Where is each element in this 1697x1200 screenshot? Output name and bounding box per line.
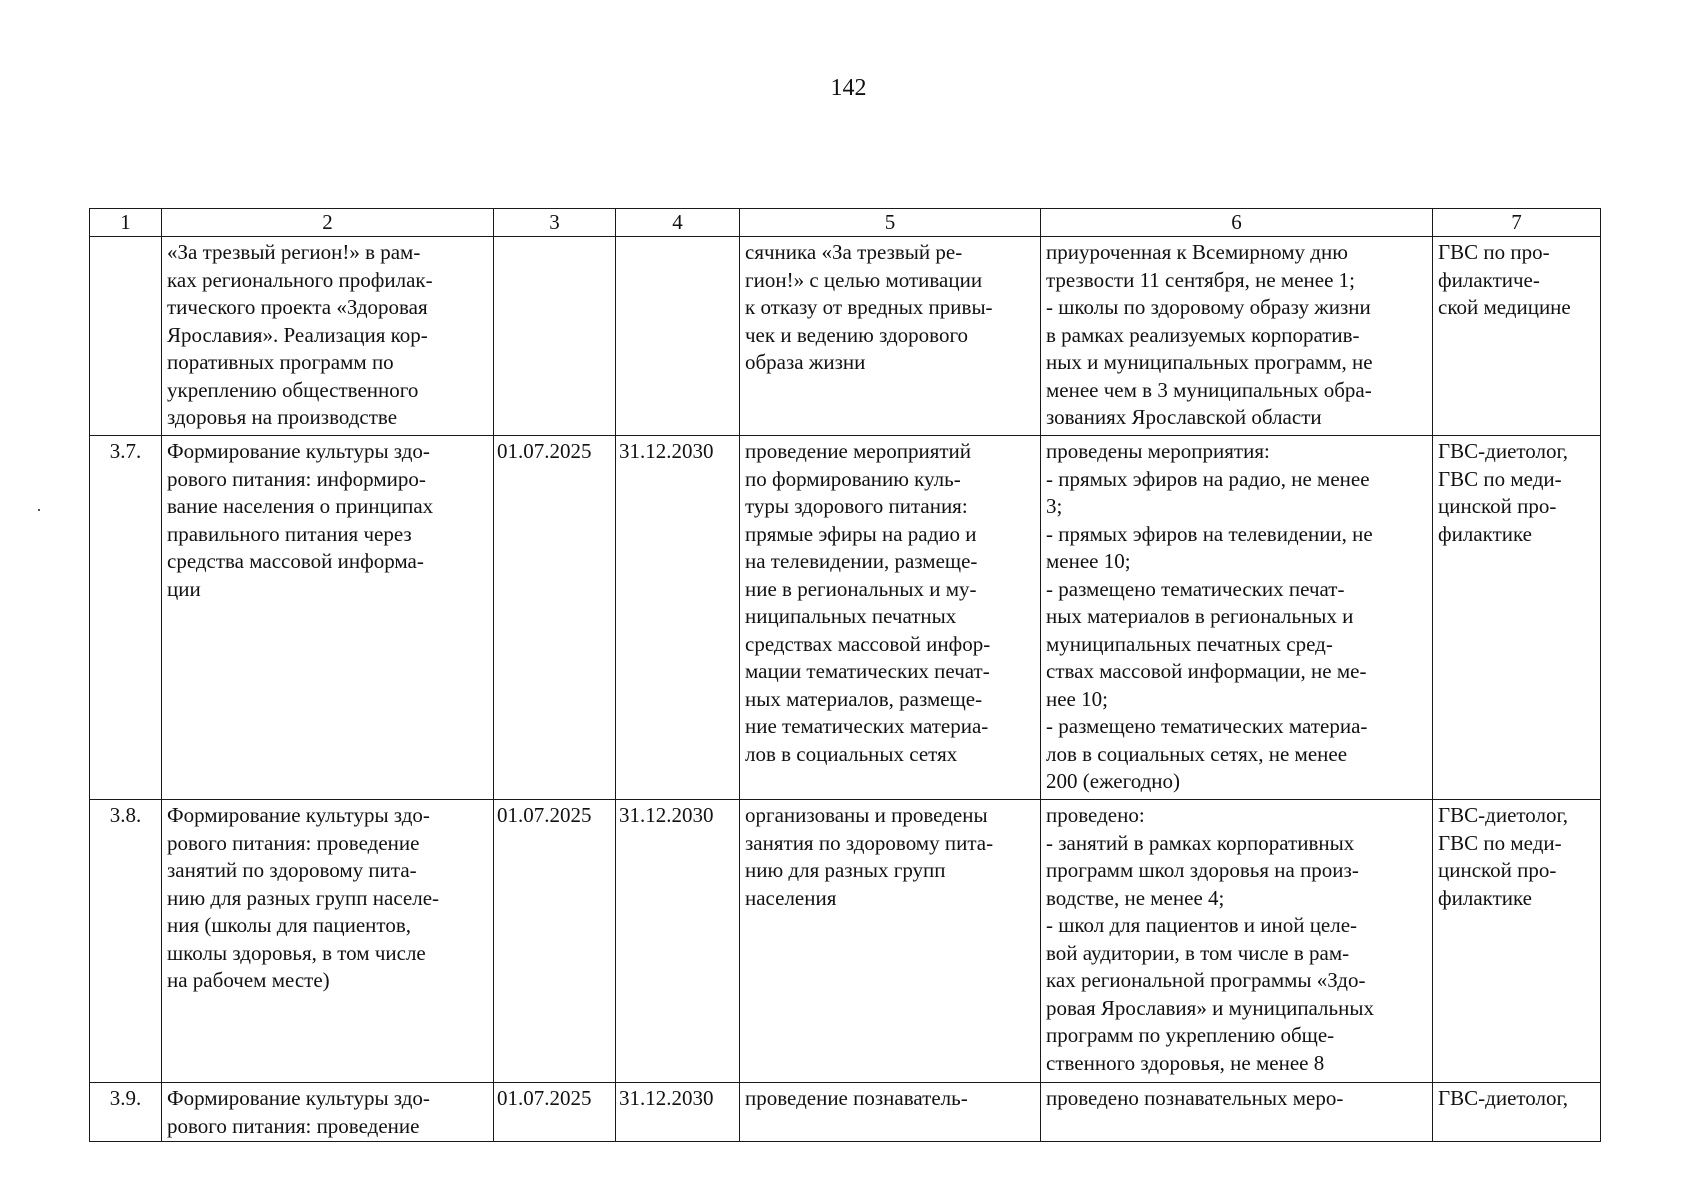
cell-text-line: занятия по здоровому пита- — [745, 830, 994, 855]
cell-text-line: зованиях Ярославской области — [1046, 405, 1322, 429]
cell-text-line: - школ для пациентов и иной целе- — [1046, 913, 1358, 937]
table-header-row — [90, 209, 1601, 237]
cell-text-line: Ярославия». Реализация кор- — [167, 322, 428, 347]
responsible-cell — [1433, 800, 1601, 1083]
cell-text-line: ГВС-диетолог, — [1438, 439, 1568, 463]
cell-text-line: приуроченная к Всемирному дню — [1046, 240, 1348, 264]
cell-text-line: - прямых эфиров на радио, не менее — [1046, 466, 1370, 491]
cell-text-line: ции — [167, 576, 201, 601]
cell-text-line: тического проекта «Здоровая — [167, 295, 428, 319]
cell-text-line: программ по укреплению обще- — [1046, 1023, 1335, 1047]
cell-text-line: - размещено тематических печат- — [1046, 576, 1345, 601]
cell-text-line: населения — [745, 885, 837, 910]
cell-text-line: проведение мероприятий — [745, 439, 972, 463]
cell-text-line: проведение познаватель- — [745, 1086, 968, 1110]
column-header: 3 — [494, 209, 616, 237]
column-header: 5 — [740, 209, 1041, 237]
cell-text-line: средства массовой информа- — [167, 549, 424, 573]
cell-text-line: ГВС по про- — [1438, 240, 1550, 264]
item-number-cell — [90, 237, 162, 436]
cell-text-line: проведены мероприятия: — [1046, 439, 1270, 463]
start-date-cell: 01.07.2025 — [494, 436, 616, 800]
cell-text-line: «За трезвый регион!» в рам- — [167, 240, 421, 264]
end-date-cell: 31.12.2030 — [616, 800, 740, 1083]
cell-text-line: цинской про- — [1438, 858, 1557, 882]
cell-text-line: ГВС по меди- — [1438, 466, 1562, 491]
cell-text-line: вой аудитории, в том числе в рам- — [1046, 940, 1350, 965]
expected-result-cell — [740, 436, 1041, 800]
cell-text-line: ГВС-диетолог, — [1438, 803, 1568, 827]
page-number: 142 — [830, 75, 867, 101]
column-header: 7 — [1433, 209, 1601, 237]
cell-text-line: чек и ведению здорового — [745, 322, 969, 347]
cell-text-line: ствах массовой информации, не ме- — [1046, 659, 1367, 683]
cell-text-line: лов в социальных сетях, не менее — [1046, 741, 1348, 766]
cell-text-line: нее 10; — [1046, 686, 1108, 711]
cell-text-line: цинской про- — [1438, 494, 1557, 518]
cell-text-line: филактиче- — [1438, 267, 1540, 292]
cell-text-line: ние в региональных и му- — [745, 576, 977, 601]
measure-name-cell — [162, 436, 494, 800]
cell-text-line: водстве, не менее 4; — [1046, 885, 1225, 910]
cell-text-line: рового питания: проведение — [167, 1113, 420, 1138]
cell-text-line: - занятий в рамках корпоративных — [1046, 830, 1355, 855]
measure-name-cell — [162, 1083, 494, 1142]
cell-text-line: ровая Ярославия» и муниципальных — [1046, 995, 1374, 1020]
end-date-cell: 31.12.2030 — [616, 436, 740, 800]
item-number-cell: 3.7. — [90, 436, 162, 800]
responsible-cell — [1433, 237, 1601, 436]
cell-text-line: на рабочем месте) — [167, 968, 330, 992]
cell-text-line: ственного здоровья, не менее 8 — [1046, 1050, 1325, 1075]
cell-text-line: Формирование культуры здо- — [167, 1086, 430, 1110]
cell-text-line: рового питания: проведение — [167, 830, 420, 855]
cell-text-line: трезвости 11 сентября, не менее 1; — [1046, 267, 1355, 292]
start-date-cell — [494, 237, 616, 436]
scan-speck — [38, 509, 40, 511]
cell-text-line: сячника «За трезвый ре- — [745, 240, 963, 264]
cell-text-line: лов в социальных сетях — [745, 741, 958, 766]
cell-text-line: туры здорового питания: — [745, 494, 968, 518]
cell-text-line: поративных программ по — [167, 350, 394, 374]
cell-text-line: к отказу от вредных привы- — [745, 295, 993, 319]
cell-text-line: программ школ здоровья на произ- — [1046, 858, 1359, 882]
cell-text-line: школы здоровья, в том числе — [167, 940, 426, 965]
cell-text-line: ГВС-диетолог, — [1438, 1086, 1568, 1110]
cell-text-line: 3; — [1046, 494, 1063, 518]
cell-text-line: по формированию куль- — [745, 466, 961, 491]
cell-text-line: Формирование культуры здо- — [167, 803, 430, 827]
column-header: 6 — [1041, 209, 1433, 237]
indicator-cell — [1041, 237, 1433, 436]
cell-text-line: средствах массовой инфор- — [745, 631, 991, 656]
end-date-cell — [616, 237, 740, 436]
table-row — [90, 237, 1601, 436]
expected-result-cell — [740, 800, 1041, 1083]
start-date-cell: 01.07.2025 — [494, 800, 616, 1083]
cell-text-line: ных материалов в региональных и — [1046, 604, 1354, 628]
measures-table — [89, 208, 1601, 1142]
table-row — [90, 436, 1601, 800]
cell-text-line: менее 10; — [1046, 549, 1131, 573]
cell-text-line: ках регионального профилак- — [167, 267, 433, 292]
cell-text-line: филактике — [1438, 885, 1532, 910]
cell-text-line: ГВС по меди- — [1438, 830, 1562, 855]
cell-text-line: гион!» с целью мотивации — [745, 267, 983, 292]
cell-text-line: вание населения о принципах — [167, 494, 434, 518]
cell-text-line: ской медицине — [1438, 295, 1571, 319]
measure-name-cell — [162, 237, 494, 436]
table-row — [90, 800, 1601, 1083]
cell-text-line: ках региональной программы «Здо- — [1046, 968, 1366, 992]
cell-text-line: ниципальных печатных — [745, 604, 957, 628]
end-date-cell: 31.12.2030 — [616, 1083, 740, 1142]
cell-text-line: нию для разных групп населе- — [167, 885, 440, 910]
start-date-cell: 01.07.2025 — [494, 1083, 616, 1142]
cell-text-line: на телевидении, размеще- — [745, 549, 978, 573]
cell-text-line: ния (школы для пациентов, — [167, 913, 411, 937]
cell-text-line: здоровья на производстве — [167, 405, 398, 429]
cell-text-line: менее чем в 3 муниципальных обра- — [1046, 377, 1372, 402]
cell-text-line: - школы по здоровому образу жизни — [1046, 295, 1371, 319]
responsible-cell — [1433, 1083, 1601, 1142]
column-header: 2 — [162, 209, 494, 237]
cell-text-line: прямые эфиры на радио и — [745, 521, 977, 546]
cell-text-line: муниципальных печатных сред- — [1046, 631, 1333, 656]
column-header: 1 — [90, 209, 162, 237]
cell-text-line: мации тематических печат- — [745, 659, 990, 683]
cell-text-line: Формирование культуры здо- — [167, 439, 430, 463]
item-number-cell: 3.9. — [90, 1083, 162, 1142]
expected-result-cell — [740, 237, 1041, 436]
column-header: 4 — [616, 209, 740, 237]
indicator-cell — [1041, 800, 1433, 1083]
cell-text-line: ние тематических материа- — [745, 714, 989, 738]
cell-text-line: ных и муниципальных программ, не — [1046, 350, 1373, 374]
responsible-cell — [1433, 436, 1601, 800]
indicator-cell — [1041, 436, 1433, 800]
cell-text-line: правильного питания через — [167, 521, 412, 546]
cell-text-line: укреплению общественного — [167, 377, 419, 402]
cell-text-line: проведено: — [1046, 803, 1145, 827]
measure-name-cell — [162, 800, 494, 1083]
cell-text-line: - размещено тематических материа- — [1046, 714, 1368, 738]
cell-text-line: занятий по здоровому пита- — [167, 858, 417, 882]
cell-text-line: филактике — [1438, 521, 1532, 546]
item-number-cell: 3.8. — [90, 800, 162, 1083]
indicator-cell — [1041, 1083, 1433, 1142]
cell-text-line: образа жизни — [745, 350, 866, 374]
cell-text-line: в рамках реализуемых корпоратив- — [1046, 322, 1360, 347]
cell-text-line: - прямых эфиров на телевидении, не — [1046, 521, 1373, 546]
cell-text-line: нию для разных групп — [745, 858, 946, 882]
cell-text-line: рового питания: информиро- — [167, 466, 426, 491]
cell-text-line: организованы и проведены — [745, 803, 988, 827]
cell-text-line: ных материалов, размеще- — [745, 686, 983, 711]
cell-text-line: проведено познавательных меро- — [1046, 1086, 1344, 1110]
expected-result-cell — [740, 1083, 1041, 1142]
cell-text-line: 200 (ежегодно) — [1046, 769, 1181, 793]
table-row — [90, 1083, 1601, 1142]
